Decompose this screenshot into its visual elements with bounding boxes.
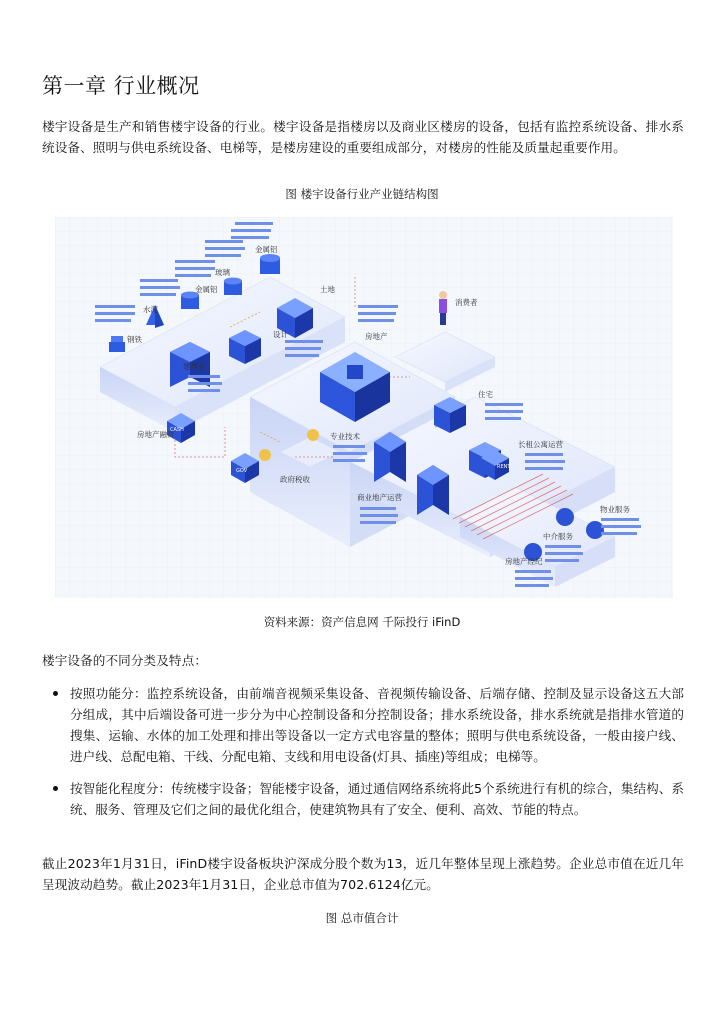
label-cement: 水泥 (143, 305, 158, 314)
chapter-title: 第一章 行业概况 (42, 74, 200, 98)
list-item-text: 按智能化程度分：传统楼宇设备；智能楼宇设备，通过通信网络系统将此5个系统进行有机的综合，集结构、系统、服务、管理及它们之间的最优化组合，使建筑物具有了安全、便利、高效、节能的特点。 (70, 781, 684, 817)
label-realestate: 房地产 (365, 332, 388, 341)
list-item (42, 683, 684, 767)
figure1-source: 资料来源：资产信息网 千际投行 iFinD (263, 615, 461, 629)
gov-logo: GOV (236, 468, 248, 474)
classification-list (42, 683, 684, 820)
bullet-dot (53, 691, 58, 696)
label-apartment: 长租公寓运营 (518, 440, 563, 449)
label-commercial: 商业地产运营 (357, 493, 402, 502)
label-housing: 住宅 (478, 390, 493, 399)
industry-chain-figure (55, 217, 673, 598)
label-construction: 建筑业 (183, 362, 206, 371)
label-glass: 玻璃 (215, 268, 230, 277)
list-item-text: 按照功能分：监控系统设备，由前端音视频采集设备、音视频传输设备、后端存储、控制及显示设备这五大部分组成，其中后端设备可进一步分为中心控制设备和分控制设备；排水系统设备，排水系统就是指排水管道的搜集、运输、水体的加工处理和排出等设备以一定方式电容量的整体；照明与供电系统设备，一般由接户线、进户线、总配电箱、干线、分配电箱、支线和用电设备(灯具、插座)等组成；电梯等。 (70, 686, 684, 764)
label-intermediary: 中介服务 (543, 532, 573, 541)
market-paragraph: 截止2023年1月31日，iFinD楼宇设备板块沪深成分股个数为13，近几年整体呈现上涨趋势。企业总市值在近几年呈现波动趋势。截止2023年1月31日，企业总市值为702.6124亿元。 (42, 856, 684, 892)
label-land: 土地 (320, 285, 335, 294)
label-design: 设计 (273, 330, 288, 339)
finance-logo: CASH (170, 427, 184, 433)
list-item (42, 778, 684, 820)
label-specialty: 专业技术 (330, 432, 360, 441)
label-property: 物业服务 (600, 505, 630, 514)
industry-chain-illustration (55, 217, 673, 598)
intro-paragraph: 楼宇设备是生产和销售楼宇设备的行业。楼宇设备是指楼房以及商业区楼房的设备，包括有监控系统设备、排水系统设备、照明与供电系统设备、电梯等，是楼房建设的重要组成部分，对楼房的性能及质量起重要作用。 (42, 119, 684, 155)
label-government: 政府税收 (280, 475, 310, 484)
label-broker: 房地产经纪 (505, 557, 543, 566)
figure1-caption: 图 楼宇设备行业产业链结构图 (285, 187, 439, 201)
figure2-caption: 图 总市值合计 (325, 911, 399, 925)
rent-logo: RENT (497, 464, 511, 470)
label-aluminum2: 金属铝 (255, 245, 278, 254)
bullet-dot (53, 786, 58, 791)
label-steel: 钢铁 (127, 335, 142, 344)
label-aluminum: 金属铝 (195, 285, 218, 294)
types-intro: 楼宇设备的不同分类及特点： (42, 653, 208, 668)
label-finance: 房地产融资 (137, 430, 175, 439)
label-consumer: 消费者 (455, 298, 478, 307)
